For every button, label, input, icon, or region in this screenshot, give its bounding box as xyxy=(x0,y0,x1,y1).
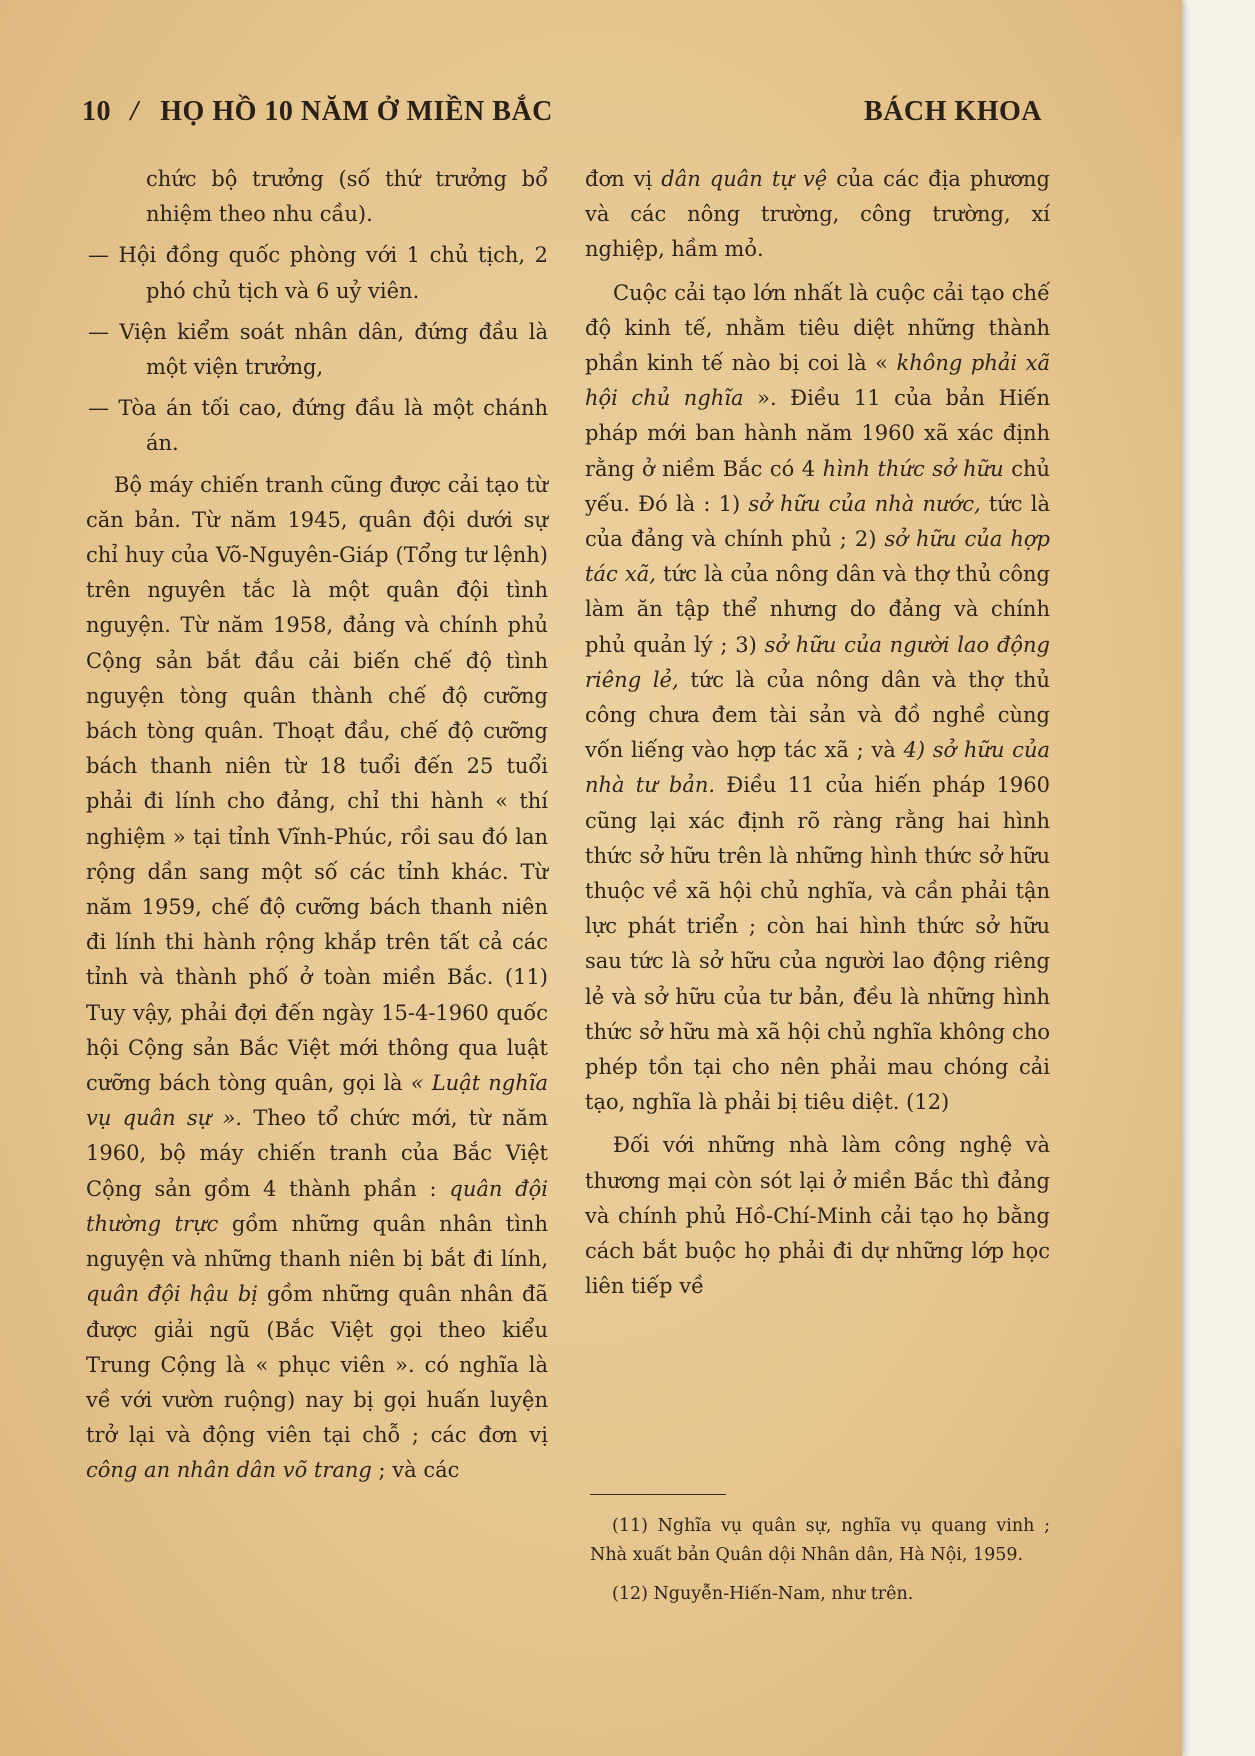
text-run: Điều 11 của hiến pháp 1960 cũng lại xác định rõ ràng rằng hai hình thức sở hữu trên là những hình thức sở hữu thuộc về xã hội chủ nghĩa, và cần phải tận lực phát triển ; còn hai hình thức sở hữu sau tức là sở hữu của người lao động riêng lẻ và sở hữu của tư bản, đều là những hình thức sở hữu mà xã hội chủ nghĩa không cho phép tồn tại cho nên phải mau chóng cải tạo, nghĩa là phải bị tiêu diệt. (12) xyxy=(585,773,1050,1115)
text-run: ; và các xyxy=(378,1458,460,1483)
italic-run: dân quân tự vệ xyxy=(661,167,828,191)
text-run: ». Điều 11 của bản Hiến pháp mới ban hành năm 1960 xã xác định rằng ở niềm Bắc có 4 xyxy=(585,386,1050,481)
footnote-rule xyxy=(590,1494,726,1495)
italic-run: không phải xã hội chủ nghĩa xyxy=(585,351,1050,411)
text-run: chủ yếu. Đó là : 1) xyxy=(585,456,1050,516)
paragraph: Đối với những nhà làm công nghệ và thương mại còn sót lại ở miền Bắc thì đảng và chính phủ Hồ-Chí-Minh cải tạo họ bằng cách bắt buộc họ phải đi dự những lớp học liên tiếp về xyxy=(585,1133,1050,1299)
footnote-12: (12) Nguyễn-Hiến-Nam, như trên. xyxy=(612,1584,914,1604)
text-run: gồm những quân nhân đã được giải ngũ (Bắc Việt gọi theo kiểu Trung Cộng là « phục viên ». có nghĩa là về với vườn ruộng) nay bị gọi huấn luyện trở lại và động viên tại chỗ ; các đơn vị xyxy=(86,1282,548,1448)
list-item: — Tòa án tối cao, đứng đầu là một chánh án. xyxy=(88,396,548,456)
text-run: gồm những quân nhân tình nguyện và những thanh niên bị bắt đi lính, xyxy=(86,1211,548,1272)
header-left xyxy=(82,96,553,128)
text-run: Cuộc cải tạo lớn nhất là cuộc cải tạo chế độ kinh tế, nhằm tiêu diệt những thành phần kinh tế nào bị coi là « xyxy=(585,280,1050,376)
text-run: Theo tổ chức mới, từ năm 1960, bộ máy chiến tranh của Bắc Việt Cộng sản gồm 4 thành phần : xyxy=(86,1106,548,1201)
italic-run: sở hữu của người lao động riêng lẻ, xyxy=(585,632,1051,692)
text-run: tức là của đảng và chính phủ ; 2) xyxy=(585,491,1050,552)
italic-run: « Luật nghĩa vụ quân sự ». xyxy=(86,1071,548,1131)
text-run: Bộ máy chiến tranh cũng được cải tạo từ căn bản. Từ năm 1945, quân đội dưới sự chỉ huy của Võ-Nguyên-Giáp (Tổng tư lệnh) trên nguyên tắc là một quân đội tình nguyện. Từ năm 1958, đảng và chính phủ Cộng sản bắt đầu cải biến chế độ tình nguyện tòng quân thành chế độ cưỡng bách tòng quân. Thoạt đầu, chế độ cưỡng bách thanh niên từ 18 tuổi đến 25 tuổi phải đi lính cho đảng, chỉ thi hành « thí nghiệm » tại tỉnh Vĩnh-Phúc, rồi sau đó lan rộng dần sang một số các tỉnh khác. Từ năm 1959, chế độ cưỡng bách thanh niên đi lính thi hành rộng khắp trên tất cả các tỉnh và thành phố ở toàn miền Bắc. (11) Tuy vậy, phải đợi đến ngày 15-4-1960 quốc hội Cộng sản Bắc Việt mới thông qua luật cưỡng bách tòng quân, gọi là xyxy=(86,472,548,1096)
paragraph xyxy=(585,162,1050,268)
italic-run: sở hữu của nhà nước, xyxy=(748,491,981,516)
page-header xyxy=(82,96,1042,140)
text-run: tức là của nông dân và thợ thủ công làm ăn tập thể nhưng do đảng và chính phủ quản lý ; 3) xyxy=(585,562,1050,657)
list-item: — Viện kiểm soát nhân dân, đứng đầu là một viện trưởng, xyxy=(88,319,548,380)
text-run: tức là của nông dân và thợ thủ công chưa đem tài sản và đồ nghề cùng vốn liếng vào hợp tác xã ; và xyxy=(585,667,1050,763)
italic-run: quân đội thường trực xyxy=(86,1176,548,1236)
page-number: 10 xyxy=(82,96,111,127)
left-column xyxy=(86,162,548,1497)
right-column xyxy=(585,162,1050,1313)
footnote-11: (11) Nghĩa vụ quân sự, nghĩa vụ quang vinh ; Nhà xuất bản Quân dội Nhân dân, Hà Nội, 1959. xyxy=(590,1516,1050,1565)
italic-run: 4) sở hữu của nhà tư bản. xyxy=(585,738,1050,798)
text-run: của các địa phương và các nông trường, công trường, xí nghiệp, hầm mỏ. xyxy=(585,167,1050,262)
running-title: HỌ HỒ 10 NĂM Ở MIỀN BẮC xyxy=(160,96,553,127)
footnotes xyxy=(590,1512,1050,1619)
text-run: đơn vị xyxy=(585,167,653,191)
italic-run: quân đội hậu bị xyxy=(86,1282,259,1307)
italic-run: sở hữu của hợp tác xã, xyxy=(585,527,1050,587)
paragraph: chức bộ trưởng (số thứ trưởng bổ nhiệm theo nhu cầu). xyxy=(146,167,548,227)
italic-run: công an nhân dân võ trang xyxy=(86,1458,372,1483)
italic-run: hình thức sở hữu xyxy=(822,456,1004,481)
paragraph xyxy=(585,276,1050,1121)
header-separator: / xyxy=(130,96,139,127)
magazine-name: BÁCH KHOA xyxy=(864,96,1042,127)
list-item: — Hội đồng quốc phòng với 1 chủ tịch, 2 phó chủ tịch và 6 uỷ viên. xyxy=(88,243,548,303)
paragraph xyxy=(86,468,548,1489)
